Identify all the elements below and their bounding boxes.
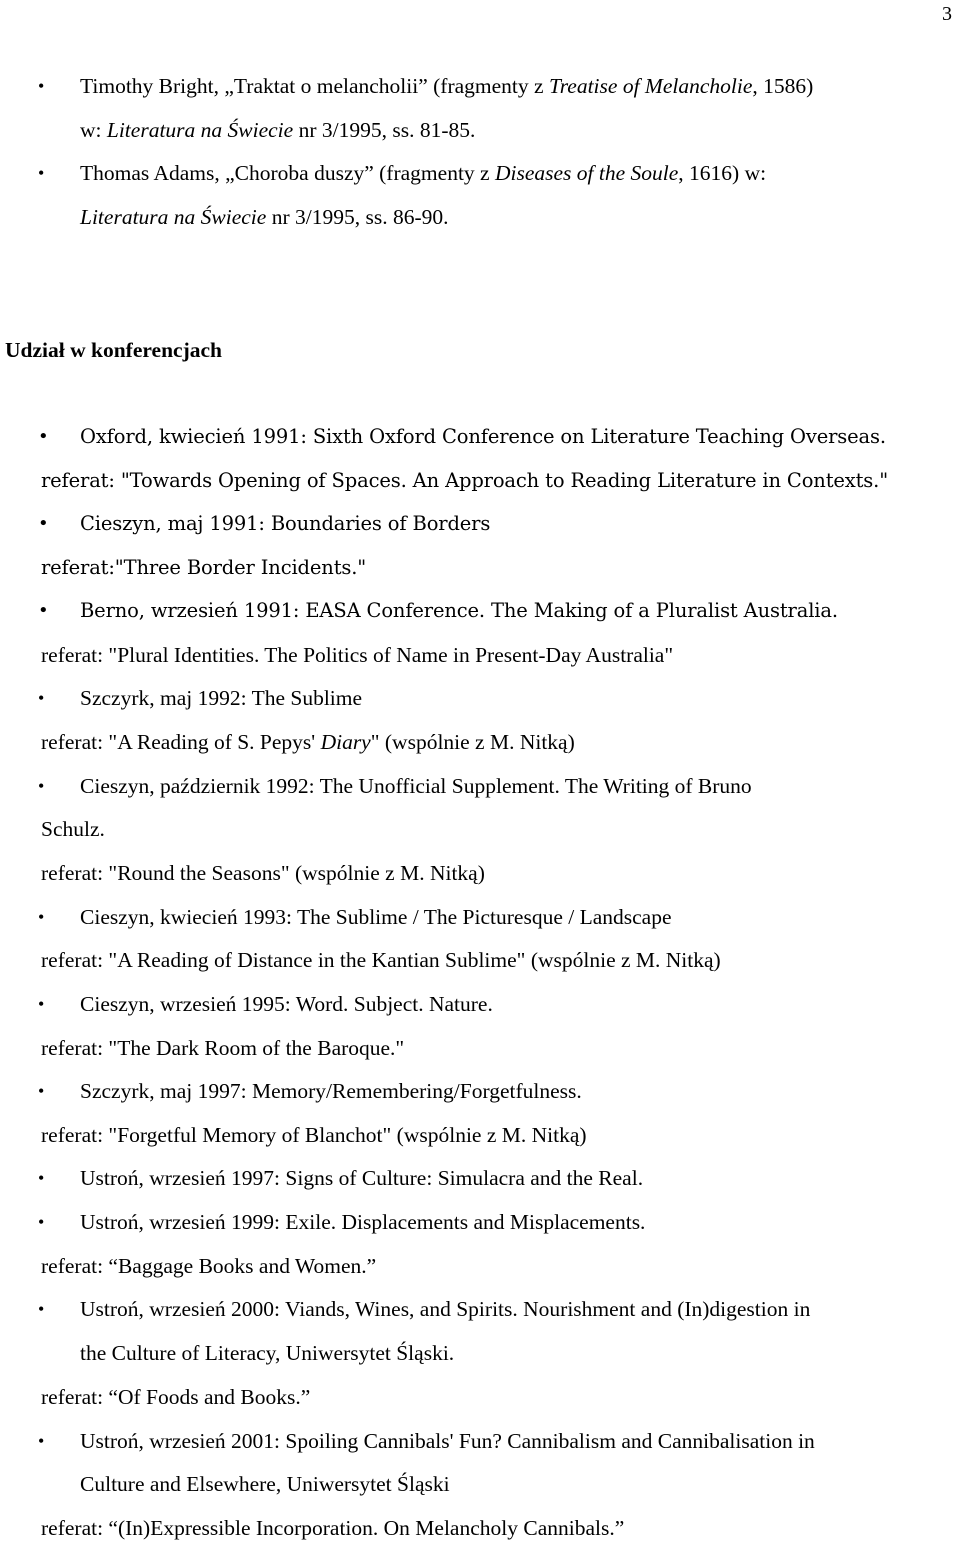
publication-source — [80, 118, 475, 142]
conference-text: Szczyrk, maj 1992: The Sublime — [80, 686, 363, 710]
conference-text-continuation: Culture and Elsewhere, Uniwersytet Śląski — [80, 1472, 450, 1496]
bullet-icon: • — [38, 513, 49, 534]
bullet-icon: • — [38, 688, 45, 708]
conference-item — [38, 1166, 644, 1190]
paper-text: referat: "A Reading of S. Pepys' — [41, 730, 321, 754]
conference-text: Ustroń, wrzesień 2001: Spoiling Cannibals' Fun? Cannibalism and Cannibalisation in — [80, 1429, 815, 1453]
conference-paper: referat: "Towards Opening of Spaces. An Approach to Reading Literature in Contexts." — [41, 469, 889, 492]
bullet-icon: • — [38, 1299, 45, 1319]
publication-text: Timothy Bright, „Traktat o melancholii” (fragmenty z — [80, 74, 549, 98]
bullet-icon: • — [38, 426, 49, 447]
publication-item — [38, 161, 767, 185]
paper-text: " (wspólnie z M. Nitką) — [370, 730, 575, 754]
conference-paper: referat: “(In)Expressible Incorporation. On Melancholy Cannibals.” — [41, 1516, 625, 1540]
conference-paper: referat: "Round the Seasons" (wspólnie z M. Nitką) — [41, 861, 485, 885]
bullet-icon: • — [38, 1168, 45, 1188]
publication-item — [38, 74, 814, 98]
conference-text: Ustroń, wrzesień 1999: Exile. Displacements and Misplacements. — [80, 1210, 646, 1234]
conference-text: Oxford, kwiecień 1991: Sixth Oxford Conference on Literature Teaching Overseas. — [80, 425, 886, 448]
bullet-icon: • — [38, 776, 45, 796]
publication-text: w: — [80, 118, 107, 142]
conference-item — [38, 599, 838, 623]
publication-text: Thomas Adams, „Choroba duszy” (fragmenty z — [80, 161, 495, 185]
conference-text: Berno, wrzesień 1991: EASA Conference. The Making of a Pluralist Australia. — [80, 599, 838, 622]
conference-item — [38, 512, 491, 536]
conference-text: Cieszyn, kwiecień 1993: The Sublime / The Picturesque / Landscape — [80, 905, 672, 929]
conference-paper: referat:"Three Border Incidents." — [41, 556, 367, 579]
conference-item — [38, 1429, 815, 1453]
conference-paper: referat: “Baggage Books and Women.” — [41, 1254, 377, 1278]
bullet-icon: • — [38, 163, 45, 183]
conference-item — [38, 686, 363, 710]
section-heading: Udział w konferencjach — [5, 338, 222, 362]
conference-text: Cieszyn, maj 1991: Boundaries of Borders — [80, 512, 491, 535]
bullet-icon: • — [38, 1212, 45, 1232]
conference-text: Ustroń, wrzesień 2000: Viands, Wines, and Spirits. Nourishment and (In)digestion in — [80, 1297, 811, 1321]
bullet-icon: • — [38, 907, 45, 927]
conference-paper: referat: "Plural Identities. The Politics of Name in Present-Day Australia" — [41, 643, 674, 667]
conference-item — [38, 1079, 582, 1103]
conference-paper: referat: “Of Foods and Books.” — [41, 1385, 311, 1409]
conference-item — [38, 905, 672, 929]
conference-paper: referat: "A Reading of Distance in the Kantian Sublime" (wspólnie z M. Nitką) — [41, 948, 721, 972]
publication-text: , 1616) w: — [678, 161, 767, 185]
publication-title: Diseases of the Soule — [494, 161, 679, 185]
publication-source — [80, 205, 448, 229]
conference-text: Ustroń, wrzesień 1997: Signs of Culture: Simulacra and the Real. — [80, 1166, 644, 1190]
journal-title: Literatura na Świecie — [80, 205, 267, 229]
conference-text-continuation: the Culture of Literacy, Uniwersytet Śląski. — [80, 1341, 455, 1365]
conference-paper: referat: "The Dark Room of the Baroque." — [41, 1036, 405, 1060]
bullet-icon: • — [38, 1431, 45, 1451]
conference-text-continuation: Schulz. — [41, 817, 105, 841]
bullet-icon: • — [38, 76, 45, 96]
conference-item — [38, 992, 493, 1016]
conference-item — [38, 1297, 811, 1321]
conference-text: Cieszyn, październik 1992: The Unofficial Supplement. The Writing of Bruno — [80, 774, 752, 798]
bullet-icon: • — [38, 994, 45, 1014]
conference-text: Cieszyn, wrzesień 1995: Word. Subject. Nature. — [80, 992, 493, 1016]
bullet-icon: • — [38, 600, 49, 621]
conference-item — [38, 425, 886, 449]
bullet-icon: • — [38, 1081, 45, 1101]
journal-title: Literatura na Świecie — [106, 118, 294, 142]
conference-paper — [41, 730, 575, 754]
publication-title: Treatise of Melancholie — [548, 74, 753, 98]
publication-text: nr 3/1995, ss. 81-85. — [293, 118, 476, 142]
paper-title: Diary — [320, 730, 371, 754]
conference-paper: referat: "Forgetful Memory of Blanchot" (wspólnie z M. Nitką) — [41, 1123, 587, 1147]
conference-text: Szczyrk, maj 1997: Memory/Remembering/Forgetfulness. — [80, 1079, 582, 1103]
conference-item — [38, 774, 752, 798]
publication-text: , 1586) — [752, 74, 814, 98]
publication-text: nr 3/1995, ss. 86-90. — [266, 205, 449, 229]
conference-item — [38, 1210, 646, 1234]
page-number: 3 — [942, 3, 952, 25]
